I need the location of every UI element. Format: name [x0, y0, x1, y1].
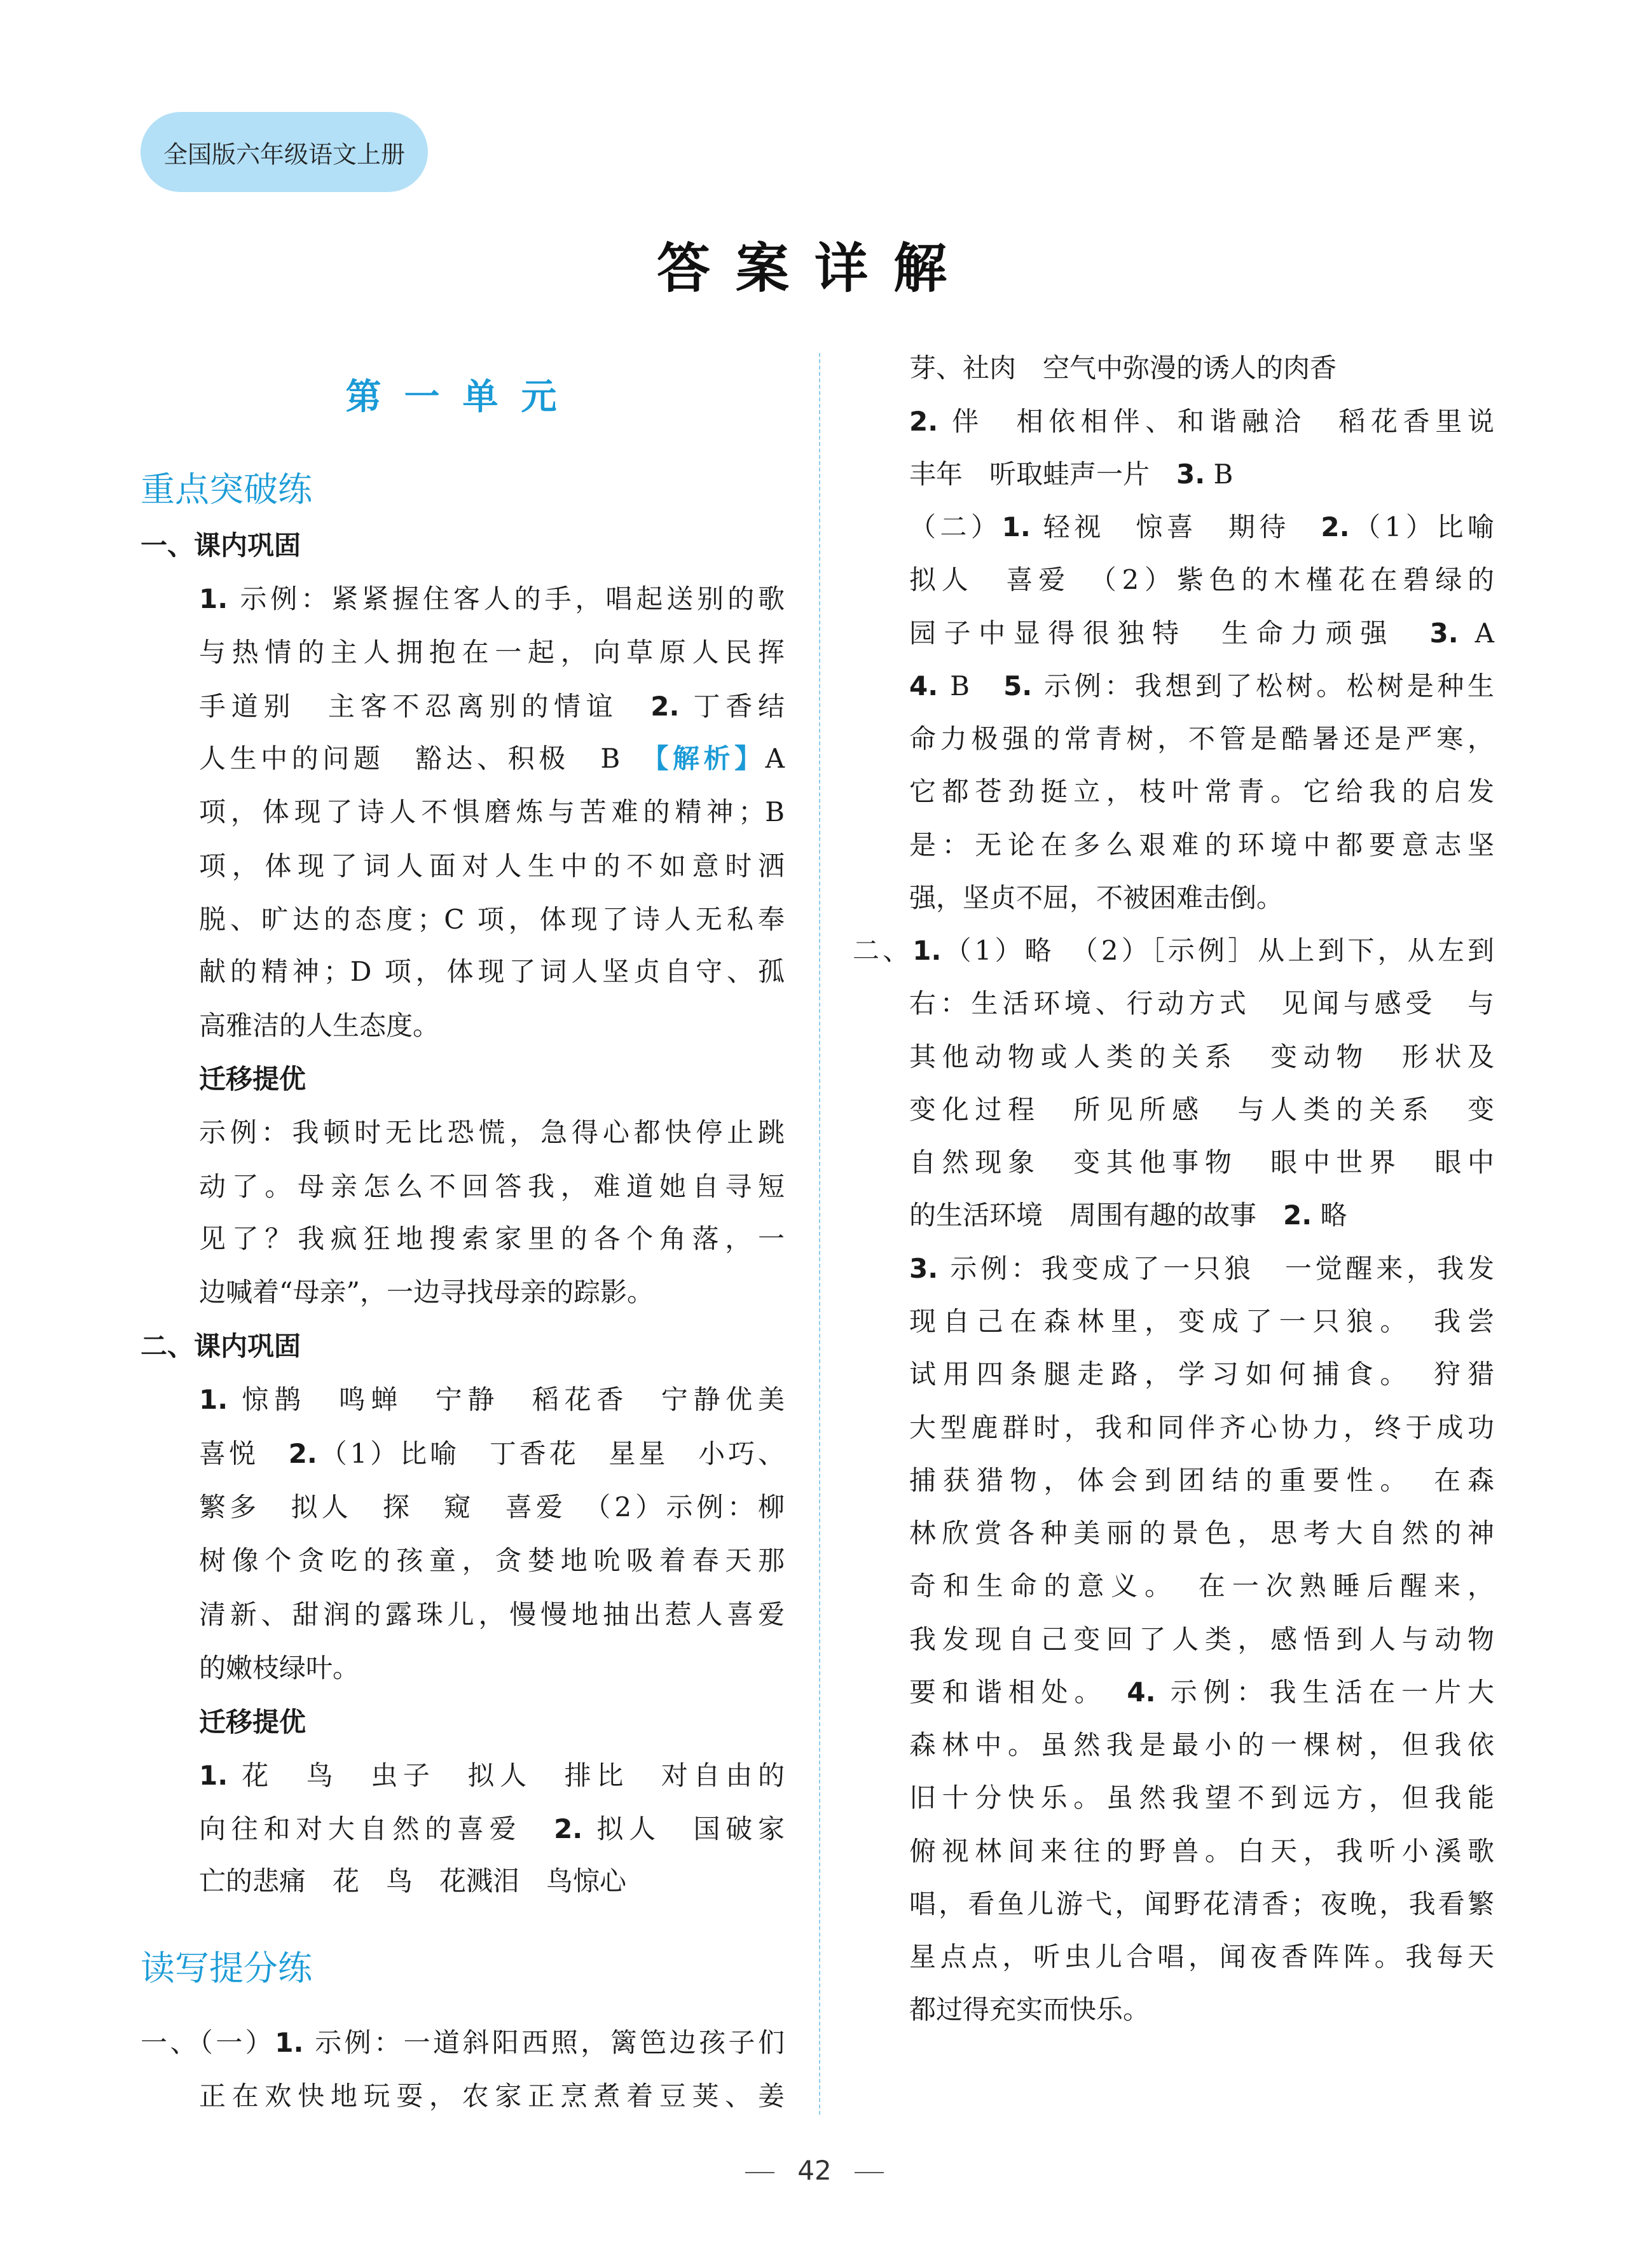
analysis-label: 【解析】 — [655, 742, 766, 774]
answer-text: 大型鹿群时，我和同伴齐心协力，终于成功 — [909, 1411, 1494, 1443]
answer-line — [909, 508, 1494, 546]
answer-line — [909, 720, 1494, 758]
answer-line — [909, 1885, 1494, 1923]
answer-text: 的生活环境 周围有趣的故事 — [909, 1200, 1284, 1231]
answer-text: 右：生活环境、行动方式 见闻与感受 与 — [909, 988, 1494, 1020]
answer-text: 人生中的问题 豁达、积极 B — [199, 742, 656, 774]
answer-text: 捕获猎物，体会到团结的重要性。 在森 — [909, 1464, 1494, 1496]
question-number: 2. — [1321, 511, 1350, 543]
answer-line — [909, 349, 1337, 387]
book-edition-badge — [141, 112, 428, 192]
answer-line — [909, 561, 1494, 599]
answer-line — [909, 403, 1494, 441]
answer-line — [909, 455, 1233, 494]
answer-text: 向往和对大自然的喜爱 — [199, 1813, 554, 1845]
answer-text: 与热情的主人拥抱在一起，向草原人民挥 — [199, 637, 785, 668]
answer-text: 唱，看鱼儿游弋，闻野花清香；夜晚，我看繁 — [909, 1888, 1494, 1919]
answer-text: 手道别 主客不忍离别的情谊 — [199, 690, 651, 722]
column-divider — [819, 353, 820, 2115]
answer-text: 示例：紧紧握住客人的手，唱起送别的歌 — [228, 583, 785, 615]
answer-text: 一、（一） — [141, 2026, 275, 2058]
answer-line — [909, 1991, 1150, 2029]
question-number: 5. — [1003, 670, 1033, 702]
question-number: 3. — [1429, 617, 1459, 649]
answer-line — [909, 1567, 1494, 1605]
page-number: 42 — [797, 2155, 832, 2186]
question-number: 3. — [1176, 458, 1206, 490]
answer-text: 的嫩枝绿叶。 — [199, 1652, 360, 1684]
answer-text: 动了。母亲怎么不回答我，难道她自寻短 — [199, 1170, 785, 1202]
answer-text: 俯视林间来往的野兽。白天，我听小溪歌 — [909, 1835, 1494, 1867]
answer-text: 伴 相依相伴、和谐融洽 稻花香里说 — [938, 405, 1494, 437]
answer-text: 星点点，听虫儿合唱，闻夜香阵阵。我每天 — [909, 1941, 1494, 1973]
answer-line — [909, 1250, 1494, 1288]
answer-text: 脱、旷达的态度；C 项，体现了诗人无私奉 — [199, 904, 785, 936]
answer-text: B — [1205, 458, 1234, 490]
answer-text: 变化过程 所见所感 与人类的关系 变 — [909, 1093, 1494, 1125]
answer-line — [199, 847, 785, 885]
question-number: 1. — [199, 583, 228, 615]
answer-text: 试用四条腿走路，学习如何捕食。 狩猎 — [909, 1359, 1494, 1390]
answer-line — [909, 826, 1494, 864]
answer-text: （1）略 （2）［示例］从上到下，从左到 — [941, 935, 1494, 967]
page-footer — [0, 2155, 1629, 2186]
answer-text: （1）比喻 丁香花 星星 小巧、 — [317, 1437, 785, 1469]
answer-line — [199, 1220, 785, 1258]
answer-text: 要和谐相处。 — [909, 1676, 1127, 1708]
answer-text: 丰年 听取蛙声一片 — [909, 458, 1177, 490]
answer-text: 喜悦 — [199, 1437, 289, 1469]
answer-text: 项，体现了词人面对人生中的不如意时洒 — [199, 850, 785, 882]
answer-text: 清新、甜润的露珠儿，慢慢地抽出惹人喜爱 — [199, 1598, 785, 1630]
footer-dash — [855, 2172, 884, 2173]
answer-text: 丁香结 — [679, 690, 785, 722]
answer-line — [199, 1542, 785, 1580]
answer-text: （1）比喻 — [1349, 511, 1494, 543]
answer-line — [199, 901, 785, 939]
answer-line — [909, 1621, 1494, 1659]
answer-line — [909, 1355, 1494, 1393]
answer-text: 惊鹊 鸣蝉 宁静 稻花香 宁静优美 — [228, 1384, 785, 1416]
answer-text: 旧十分快乐。虽然我望不到远方，但我能 — [909, 1782, 1494, 1814]
section-heading-key-practice: 重点突破练 — [141, 469, 312, 509]
answer-text: 示例：一道斜阳西照，篱笆边孩子们 — [303, 2026, 785, 2058]
answer-text: 是：无论在多么艰难的环境中都要意志坚 — [909, 829, 1494, 861]
answer-text: 都过得充实而快乐。 — [909, 1994, 1150, 2026]
answer-text: 我发现自己变回了人类，感悟到人与动物 — [909, 1623, 1494, 1655]
answer-line — [199, 793, 785, 831]
answer-text: 现自己在森林里，变成了一只狼。 我尝 — [909, 1305, 1494, 1337]
answer-line — [909, 1144, 1494, 1182]
answer-line — [909, 667, 1494, 705]
answer-text: B — [938, 670, 1004, 702]
answer-text: 亡的悲痛 花 鸟 花溅泪 鸟惊心 — [199, 1865, 627, 1897]
answer-line — [909, 1726, 1494, 1764]
answer-text: 花 鸟 虫子 拟人 排比 对自由的 — [228, 1759, 785, 1791]
answer-text: 它都苍劲挺立，枝叶常青。它给我的启发 — [909, 776, 1494, 808]
answer-line — [199, 1007, 439, 1045]
answer-line — [909, 1303, 1494, 1341]
answer-line — [199, 1757, 785, 1795]
answer-line — [199, 1488, 785, 1526]
question-number: 2. — [1283, 1200, 1312, 1231]
answer-line — [199, 1862, 626, 1900]
answer-line — [909, 1779, 1494, 1817]
question-number: 4. — [909, 670, 938, 702]
answer-line — [199, 633, 785, 672]
answer-line — [199, 1273, 654, 1311]
answer-line — [909, 1038, 1494, 1076]
question-number: 2. — [909, 405, 938, 437]
answer-text: 迁移提优 — [199, 1706, 306, 1738]
answer-line — [199, 688, 785, 726]
answer-line — [909, 985, 1494, 1023]
answer-line — [909, 1091, 1494, 1129]
answer-line — [199, 580, 785, 618]
answer-text: 繁多 拟人 探 窥 喜爱 （2）示例：柳 — [199, 1491, 785, 1523]
answer-text: 拟人 喜爱 （2）紫色的木槿花在碧绿的 — [909, 564, 1494, 596]
answer-text: 高雅洁的人生态度。 — [199, 1009, 440, 1041]
answer-line — [199, 1435, 785, 1473]
unit-title: 第一单元 — [345, 376, 580, 418]
answer-text: 其他动物或人类的关系 变动物 形状及 — [909, 1041, 1494, 1072]
question-number: 4. — [1127, 1676, 1156, 1708]
question-number: 1. — [275, 2026, 304, 2058]
question-group-heading — [141, 1327, 301, 1366]
question-number: 2. — [650, 690, 680, 722]
answer-text: 示例：我想到了松树。松树是种生 — [1032, 670, 1494, 702]
answer-text: 边喊着“母亲”，一边寻找母亲的踪影。 — [199, 1276, 654, 1308]
answer-text: 芽、社肉 空气中弥漫的诱人的肉香 — [909, 352, 1337, 384]
page-title: 答案详解 — [656, 237, 972, 300]
question-number: 1. — [1001, 511, 1031, 543]
answer-line — [909, 1673, 1494, 1711]
answer-text: 示例：我生活在一片大 — [1155, 1676, 1494, 1708]
subsection-heading — [199, 1060, 306, 1098]
answer-text: （二） — [909, 511, 1002, 543]
answer-text: A — [1458, 617, 1494, 649]
answer-line — [853, 932, 1494, 970]
subsection-heading — [199, 1703, 306, 1741]
answer-line — [199, 1810, 785, 1848]
answer-text: 命力极强的常青树，不管是酷暑还是严寒， — [909, 723, 1494, 755]
answer-line — [909, 1196, 1347, 1234]
answer-text: 正在欢快地玩耍，农家正烹煮着豆荚、姜 — [199, 2080, 785, 2112]
question-number: 3. — [909, 1252, 938, 1284]
answer-text: 奇和生命的意义。 在一次熟睡后醒来， — [909, 1570, 1494, 1602]
answer-text: 林欣赏各种美丽的景色，思考大自然的神 — [909, 1518, 1494, 1549]
answer-text: 示例：我顿时无比恐慌，急得心都快停止跳 — [199, 1117, 785, 1149]
answer-text: 轻视 惊喜 期待 — [1030, 511, 1321, 543]
question-number: 1. — [199, 1759, 228, 1791]
answer-text: 一、课内巩固 — [141, 529, 301, 561]
answer-line — [909, 773, 1494, 811]
answer-line — [199, 1114, 785, 1152]
answer-text: 森林中。虽然我是最小的一棵树，但我依 — [909, 1729, 1494, 1761]
badge-label: 全国版六年级语文上册 — [163, 140, 405, 169]
answer-line — [909, 1938, 1494, 1976]
answer-text: 迁移提优 — [199, 1063, 306, 1095]
answer-line — [909, 879, 1283, 917]
question-group-heading — [141, 527, 301, 565]
answer-text: 拟人 国破家 — [582, 1813, 785, 1845]
answer-text: 园子中显得很独特 生命力顽强 — [909, 617, 1430, 649]
answer-line — [199, 1596, 785, 1634]
answer-line — [909, 1514, 1494, 1552]
answer-text: 强，坚贞不屈，不被困难击倒。 — [909, 882, 1284, 913]
answer-text: 自然现象 变其他事物 眼中世界 眼中 — [909, 1147, 1494, 1179]
answer-text: 二、课内巩固 — [141, 1330, 301, 1362]
footer-dash — [745, 2172, 774, 2173]
answer-line — [141, 2024, 785, 2062]
answer-line — [199, 740, 785, 778]
question-number: 1. — [199, 1384, 228, 1416]
answer-line — [199, 1381, 785, 1419]
answer-text: 项，体现了诗人不惧磨炼与苦难的精神；B — [199, 796, 785, 828]
question-number: 2. — [288, 1437, 317, 1469]
question-number: 1. — [912, 935, 942, 967]
answer-line — [909, 1462, 1494, 1500]
answer-text: 树像个贪吃的孩童，贪婪地吮吸着春天那 — [199, 1545, 785, 1577]
answer-text: 示例：我变成了一只狼 一觉醒来，我发 — [938, 1252, 1494, 1284]
section-heading-reading-writing: 读写提分练 — [141, 1948, 312, 1988]
answer-text: 二、 — [853, 935, 913, 967]
answer-line — [199, 1168, 785, 1206]
answer-text: 略 — [1312, 1200, 1347, 1231]
answer-line — [199, 2077, 785, 2115]
answer-line — [909, 1832, 1494, 1870]
answer-text: 见了？我疯狂地搜索家里的各个角落，一 — [199, 1222, 785, 1254]
question-number: 2. — [554, 1813, 583, 1845]
answer-line — [199, 1649, 359, 1687]
answer-text: A — [765, 742, 785, 774]
answer-line — [909, 1409, 1494, 1447]
answer-line — [199, 953, 785, 991]
answer-line — [909, 614, 1494, 653]
answer-text: 献的精神；D 项，体现了词人坚贞自守、孤 — [199, 956, 785, 988]
